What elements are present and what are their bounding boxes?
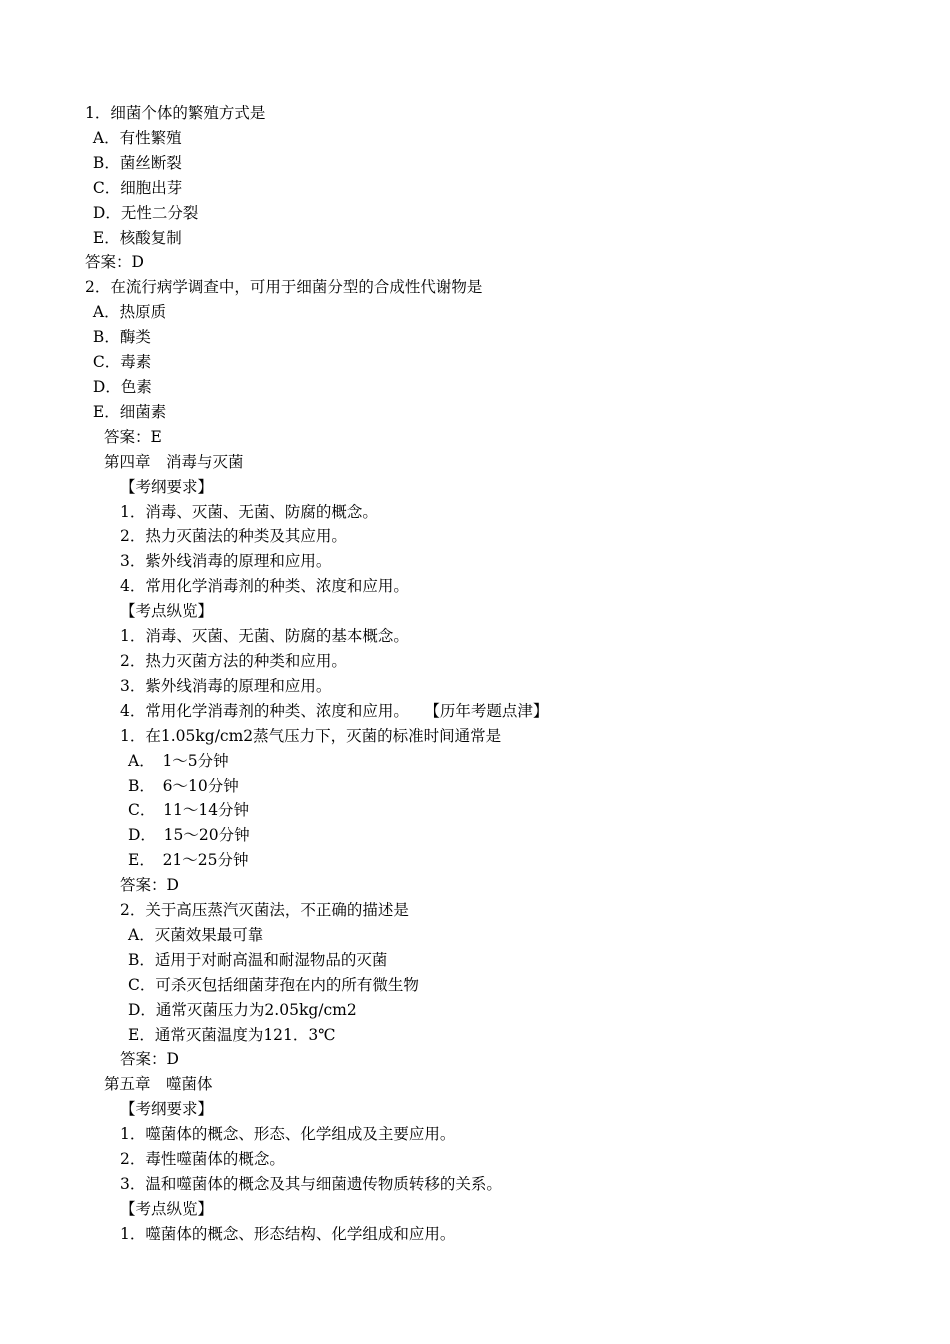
exam-question-1-option-d: D． 15～20分钟 [128,826,250,844]
syllabus-item: 2．热力灭菌法的种类及其应用。 [120,527,347,545]
question-1-answer: 答案：D [85,253,144,271]
syllabus-item: 3．温和噬菌体的概念及其与细菌遗传物质转移的关系。 [120,1175,502,1193]
syllabus-item: 2．毒性噬菌体的概念。 [120,1150,285,1168]
exam-question-2-option-e: E．通常灭菌温度为121．3℃ [128,1026,336,1044]
question-2-stem: 2．在流行病学调查中，可用于细菌分型的合成性代谢物是 [85,278,483,296]
chapter-5-heading: 第五章 噬菌体 [104,1075,213,1093]
exam-question-1-stem: 1．在1.05kg/cm2蒸气压力下，灭菌的标准时间通常是 [120,727,502,745]
overview-item: 1．消毒、灭菌、无菌、防腐的基本概念。 [120,627,409,645]
question-2-option-e: E．细菌素 [88,403,167,421]
exam-question-2-option-a: A．灭菌效果最可靠 [128,926,264,944]
question-2-option-d: D．色素 [88,378,152,396]
exam-question-1-option-a: A． 1～5分钟 [128,752,229,770]
question-2-option-a: A．热原质 [88,303,167,321]
question-2-option-b: B．酶类 [88,328,151,346]
exam-question-1-answer: 答案：D [120,876,179,894]
question-1-option-d: D．无性二分裂 [88,204,199,222]
syllabus-item: 1．消毒、灭菌、无菌、防腐的概念。 [120,503,378,521]
syllabus-item: 1．噬菌体的概念、形态、化学组成及主要应用。 [120,1125,456,1143]
section-heading-syllabus: 【考纲要求】 [120,478,214,496]
exam-question-1-option-e: E． 21～25分钟 [128,851,249,869]
question-2-option-c: C．毒素 [88,353,152,371]
question-1-option-c: C．细胞出芽 [88,179,183,197]
exam-question-2-option-c: C．可杀灭包括细菌芽孢在内的所有微生物 [128,976,419,994]
question-1-stem: 1．细菌个体的繁殖方式是 [85,104,266,122]
question-1-option-a: A．有性繁殖 [88,129,182,147]
exam-question-1-option-b: B． 6～10分钟 [128,777,239,795]
exam-question-1-option-c: C． 11～14分钟 [128,801,250,819]
section-heading-overview: 【考点纵览】 [120,602,214,620]
overview-item-with-exam-heading: 4．常用化学消毒剂的种类、浓度和应用。 【历年考题点津】 [120,702,549,720]
exam-question-2-stem: 2．关于高压蒸汽灭菌法，不正确的描述是 [120,901,409,919]
exam-question-2-answer: 答案：D [120,1050,179,1068]
overview-item: 1．噬菌体的概念、形态结构、化学组成和应用。 [120,1225,456,1243]
question-1-option-b: B．菌丝断裂 [88,154,182,172]
section-heading-overview: 【考点纵览】 [120,1200,214,1218]
syllabus-item: 4．常用化学消毒剂的种类、浓度和应用。 [120,577,409,595]
overview-item: 2．热力灭菌方法的种类和应用。 [120,652,347,670]
overview-item: 3．紫外线消毒的原理和应用。 [120,677,332,695]
syllabus-item: 3．紫外线消毒的原理和应用。 [120,552,332,570]
exam-question-2-option-b: B．适用于对耐高温和耐湿物品的灭菌 [128,951,388,969]
exam-question-2-option-d: D．通常灭菌压力为2.05kg/cm2 [128,1001,357,1019]
question-1-option-e: E．核酸复制 [88,229,182,247]
question-2-answer: 答案：E [104,428,162,446]
section-heading-syllabus: 【考纲要求】 [120,1100,214,1118]
chapter-4-heading: 第四章 消毒与灭菌 [104,453,244,471]
